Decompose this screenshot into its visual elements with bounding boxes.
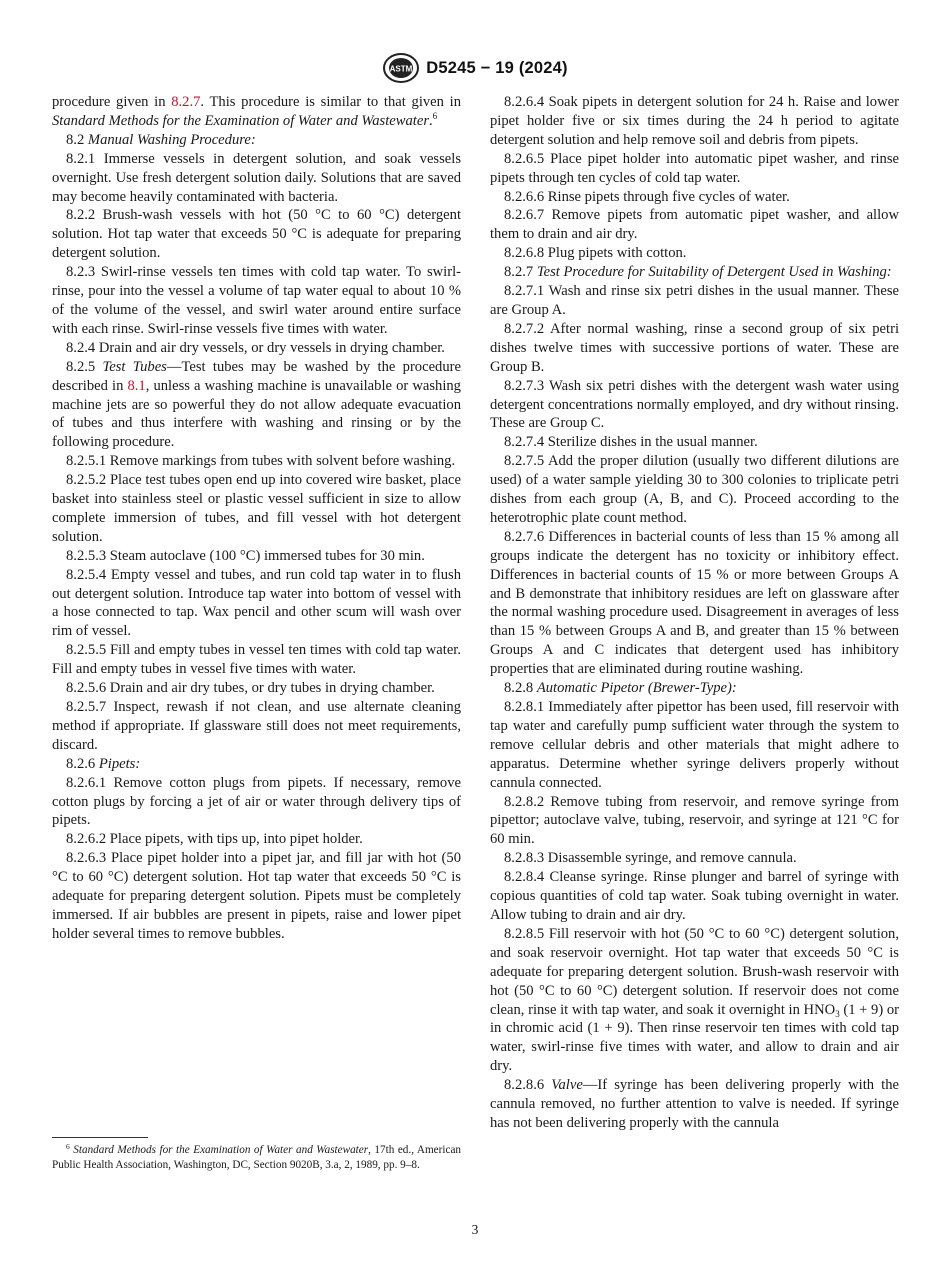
section-8-2-4: 8.2.4 Drain and air dry vessels, or dry vessels in drying chamber. (66, 339, 445, 356)
section-8-2-8-3: 8.2.8.3 Disassemble syringe, and remove cannula. (504, 850, 797, 867)
section-8-2-8-4: 8.2.8.4 Cleanse syringe. Rinse plunger and barrel of syringe with copious quantities of cold tap water. Soak tubing overnight in water. Allow tubing to drain and air dry. (490, 869, 899, 923)
section-8-2-5-1: 8.2.5.1 Remove markings from tubes with solvent before washing. (66, 453, 456, 470)
section-8-2-6: 8.2.6 Pipets: (66, 755, 141, 772)
section-8-2-8-2: 8.2.8.2 Remove tubing from reservoir, and remove syringe from pipettor; autoclave valve, tubing, reservoir, and syringe at 121 °C for 60 min. (490, 793, 899, 848)
section-8-2-7: 8.2.7 Test Procedure for Suitability of Detergent Used in Washing: (504, 264, 892, 281)
section-8-2-7-6: 8.2.7.6 Differences in bacterial counts of less than 15 % among all groups indicate the detergent has no toxicity or inhibitory effect. Differences in bacterial counts of 15 % or more between Groups A and B demonstrate that inhibitory residues are left on glassware after the normal washing procedure used. Disagreement in averages of less than 15 % between Groups A and B, and greater than 15 % between Groups A and C indicates that detergent used has inhibitory properties that are eliminated during routine washing. (490, 528, 899, 678)
section-8-2-7-2: 8.2.7.2 After normal washing, rinse a second group of six petri dishes twelve times with successive portions of water. These are Group B. (490, 320, 900, 375)
section-8-2-8: 8.2.8 Automatic Pipetor (Brewer-Type): (504, 680, 737, 697)
section-8-2-5-3: 8.2.5.3 Steam autoclave (100 °C) immersed tubes for 30 min. (66, 547, 425, 564)
footnote-divider (52, 1137, 148, 1138)
section-8-2-7-3: 8.2.7.3 Wash six petri dishes with the detergent wash water using detergent concentrations normally employed, and dry without rinsing. These are Group C. (490, 377, 900, 432)
section-8-2-6-6: 8.2.6.6 Rinse pipets through five cycles of water. (504, 188, 790, 205)
section-8-2-5-7: 8.2.5.7 Inspect, rewash if not clean, and use alternate cleaning method if appropriate. If glassware still does not meet requirements, discard. (52, 699, 461, 753)
section-8-2-5-4: 8.2.5.4 Empty vessel and tubes, and run cold tap water in to flush out detergent solution. Introduce tap water into bottom of vessel with a hose connected to tap. Wax pencil and other scum will wash over rim of vessel. (52, 566, 461, 640)
footnote: $^6$ Standard Methods for the Examination of Water and Wastewater, 17th ed., American Public Health Association, Washington, DC, Section 9020B, 3.a, 2, 1989, pp. 9–8. (52, 1142, 462, 1171)
page-header (0, 52, 950, 84)
section-8-2-7-1: 8.2.7.1 Wash and rinse six petri dishes in the usual manner. These are Group A. (490, 283, 899, 318)
section-8-2-6-7: 8.2.6.7 Remove pipets from automatic pipet washer, and allow them to drain and air dry. (490, 207, 899, 243)
section-link[interactable]: 8.2.7 (171, 94, 201, 110)
paragraph-continuation: procedure given in 8.2.7. This procedure is similar to that given in Standard Methods for the Examination of Water and Wastewater.$^6$ (52, 94, 461, 129)
section-8-2-6-5: 8.2.6.5 Place pipet holder into automatic pipet washer, and rinse pipets through ten cycles of cold tap water. (490, 150, 899, 186)
footnote-marker[interactable]: 6 (432, 110, 438, 121)
section-8-2-5-2: 8.2.5.2 Place test tubes open end up into covered wire basket, place basket into stainless steel or plastic vessel sufficient in size to allow complete immersion of tubes, and fill vessel with hot detergent solution. (52, 472, 461, 545)
section-link[interactable]: 8.1 (127, 377, 146, 394)
section-8-2-1: 8.2.1 Immerse vessels in detergent solution, and soak vessels overnight. Use fresh detergent solution daily. Solutions that are saved may become heavily contaminated with bacteria. (52, 150, 461, 205)
section-8-2-7-5: 8.2.7.5 Add the proper dilution (usually two different dilutions are used) of a water sample yielding 30 to 300 colonies to triplicate petri dishes from each group (A, B, and C). Proceed according to the heterotrophic plate count method. (490, 453, 899, 526)
section-8-2-6-8: 8.2.6.8 Plug pipets with cotton. (504, 245, 687, 262)
section-8-2-5-6: 8.2.5.6 Drain and air dry tubes, or dry tubes in drying chamber. (66, 680, 435, 697)
section-8-2-2: 8.2.2 Brush-wash vessels with hot (50 °C to 60 °C) detergent solution. Hot tap water that exceeds 50 °C is adequate for preparing detergent solution. (52, 207, 462, 262)
section-8-2-6-2: 8.2.6.2 Place pipets, with tips up, into pipet holder. (66, 831, 363, 848)
svg-text:ASTM: ASTM (389, 64, 413, 74)
right-column (490, 93, 899, 1133)
section-8-2-6-3: 8.2.6.3 Place pipet holder into a pipet jar, and fill jar with hot (50 °C to 60 °C) detergent solution. Hot tap water that exceeds 50 °C is adequate for preparing detergent solution. Pipets must be completely immersed. If air bubbles are present in pipets, raise and lower pipet holder several times to remove bubbles. (52, 850, 461, 942)
section-8-2-6-4: 8.2.6.4 Soak pipets in detergent solution for 24 h. Raise and lower pipet holder five or six times during the 24 h period to agitate detergent solution and help remove soil and debris from pipets. (490, 94, 899, 148)
section-8-2-8-1: 8.2.8.1 Immediately after pipettor has been used, fill reservoir with tap water and carefully pump sufficient water through the system to remove cellular debris and other materials that might adhere to apparatus. Determine whether syringe delivers properly without cannula connected. (490, 699, 899, 791)
section-8-2-8-5: 8.2.8.5 Fill reservoir with hot (50 °C to 60 °C) detergent solution, and soak reservoir overnight. Hot tap water that exceeds 50 °C is adequate for preparing detergent solution. Brush-wash reservoir with hot (50 °C to 60 °C) detergent solution. If reservoir does not come clean, rinse it with tap water, and soak it overnight in $HNO_3$ (1 + 9) or in chromic acid (1 + 9). Then rinse reservoir ten times with cold tap water, swirl-rinse five times with water, and allow to drain and air dry. (490, 925, 900, 1075)
section-8-2-8-6: 8.2.8.6 Valve—If syringe has been delivering properly with the cannula removed, no further attention to valve is needed. If syringe has not been delivering properly with the cannula (490, 1077, 899, 1131)
left-column (52, 93, 461, 944)
section-8-2-7-4: 8.2.7.4 Sterilize dishes in the usual manner. (504, 434, 758, 451)
astm-logo-icon (382, 52, 420, 84)
document-id: D5245 − 19 (2024) (426, 58, 568, 77)
section-8-2-5: 8.2.5 Test Tubes—Test tubes may be washed by the procedure described in 8.1, unless a washing machine is unavailable or washing machine jets are so powerful they do not allow adequate evacuation of tubes and thus interfere with washing and rinsing or by the following procedure. (52, 358, 461, 451)
section-8-2-3: 8.2.3 Swirl-rinse vessels ten times with cold tap water. To swirl-rinse, pour into the vessel a volume of tap water equal to about 10 % of the volume of the vessel, and swirl water around entire surface with each rinse. Swirl-rinse vessels five times with water. (52, 264, 461, 337)
section-8-2: 8.2 Manual Washing Procedure: (66, 131, 256, 148)
section-8-2-6-1: 8.2.6.1 Remove cotton plugs from pipets. If necessary, remove cotton plugs by forcing a jet of air or water through delivery tips of pipets. (52, 774, 461, 829)
page-number: 3 (471, 1222, 479, 1237)
section-8-2-5-5: 8.2.5.5 Fill and empty tubes in vessel ten times with cold tap water. Fill and empty tubes in vessel five times with water. (52, 642, 461, 678)
